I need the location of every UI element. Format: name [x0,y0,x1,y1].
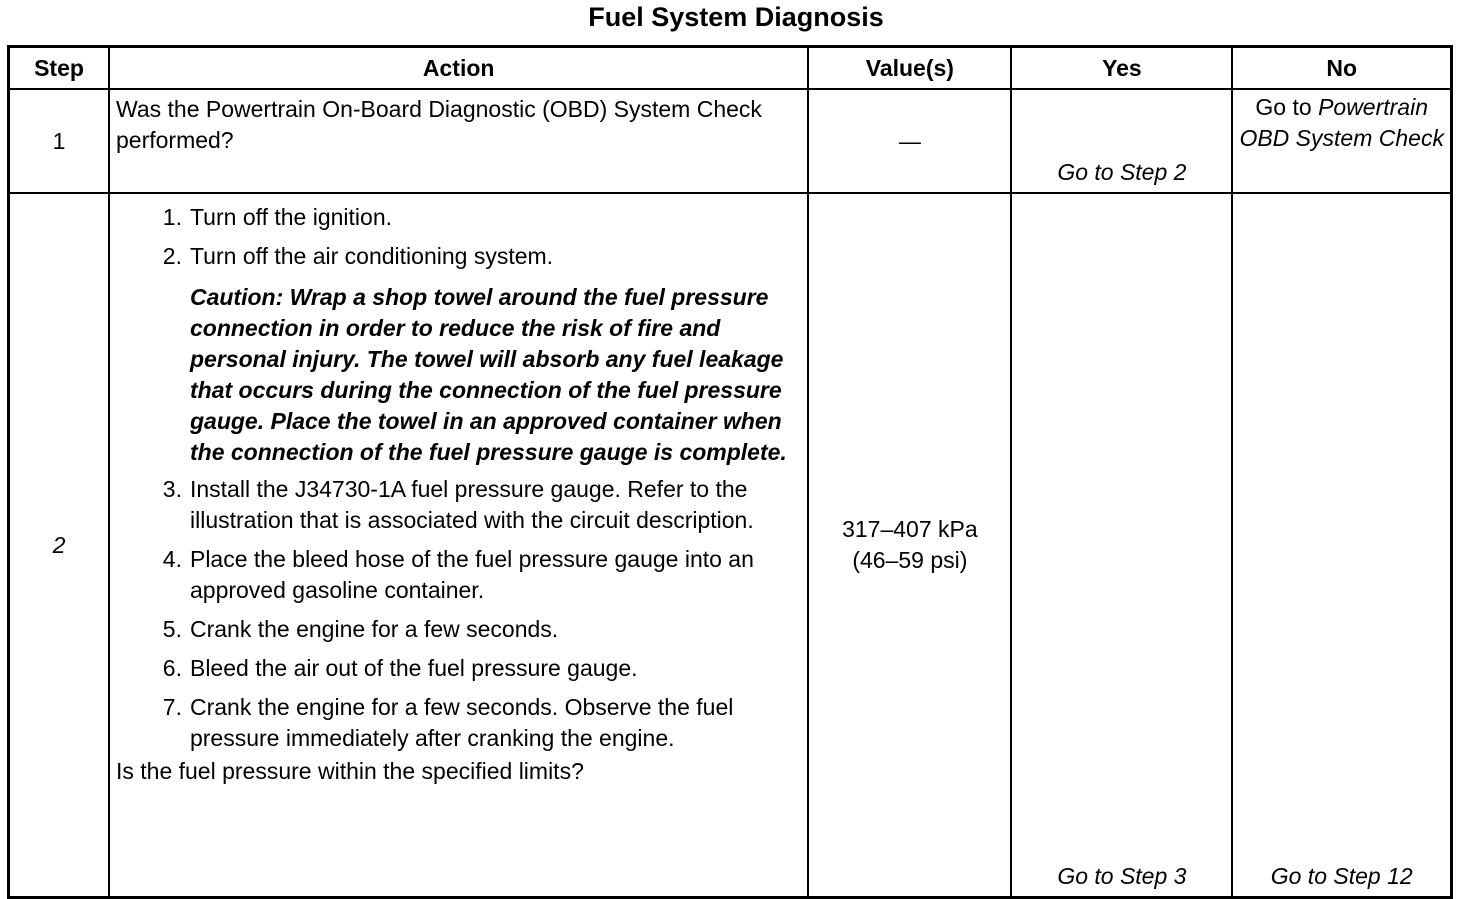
step-number: 2 [9,193,109,898]
procedure-list [116,474,801,754]
list-item [116,653,801,684]
diagnosis-table [7,45,1453,899]
step-index: 3. [162,476,182,502]
question-text: Is the fuel pressure within the specified limits? [115,758,584,784]
step-text: Place the bleed hose of the fuel pressure gauge into an approved gasoline container. [189,546,754,603]
step-text: Crank the engine for a few seconds. [189,616,559,642]
step-index: 4. [162,546,182,572]
yes-link[interactable]: Go to Step 2 [1011,89,1232,193]
step-index: 1. [162,204,182,230]
value-cell [808,193,1011,898]
action-cell [109,193,808,898]
page-title: Fuel System Diagnosis [588,2,884,32]
step-text: Install the J34730-1A fuel pressure gauge. Refer to the illustration that is associated with the circuit description. [189,476,754,533]
step-index: 6. [162,655,182,681]
no-link[interactable]: Go to Step 12 [1232,193,1451,898]
step-index: 7. [162,694,182,720]
list-item [116,202,801,233]
header-action: Action [109,47,808,90]
yes-link[interactable]: Go to Step 3 [1011,193,1232,898]
list-item [116,544,801,606]
value-kpa: 317–407 kPa [842,516,978,542]
step-number: 1 [9,89,109,193]
step-text: Turn off the air conditioning system. [189,243,554,269]
header-no: No [1232,47,1451,90]
step-text: Bleed the air out of the fuel pressure gauge. [189,655,638,681]
step-index: 5. [162,616,182,642]
header-yes: Yes [1011,47,1232,90]
table-row [9,89,1452,193]
step-text: Turn off the ignition. [189,204,392,230]
header-values: Value(s) [808,47,1011,90]
header-row [9,47,1452,90]
no-link[interactable]: Powertrain OBD System Check [1239,94,1444,151]
step-index: 2. [162,243,182,269]
value-cell [808,89,1011,193]
table-row [9,193,1452,898]
no-prefix: Go to [1255,94,1312,120]
header-step: Step [9,47,109,90]
action-text: Was the Powertrain On-Board Diagnostic (OBD) System Check performed? [109,89,808,193]
value-psi: (46–59 psi) [852,547,968,573]
list-item [116,614,801,645]
list-item [116,474,801,536]
value-text: — [898,128,921,154]
list-item [116,241,801,272]
list-item [116,692,801,754]
caution-note: Caution: Wrap a shop towel around the fuel pressure connection in order to reduce the risk of fire and personal injury. The towel will absorb any fuel leakage that occurs during the connection of the fuel pressure gauge. Place the towel in an approved container when the connection of the fuel pressure gauge is complete. [189,284,787,465]
step-text: Crank the engine for a few seconds. Observe the fuel pressure immediately after cranking the engine. [189,694,734,751]
no-cell [1232,89,1451,193]
procedure-list [116,202,801,272]
